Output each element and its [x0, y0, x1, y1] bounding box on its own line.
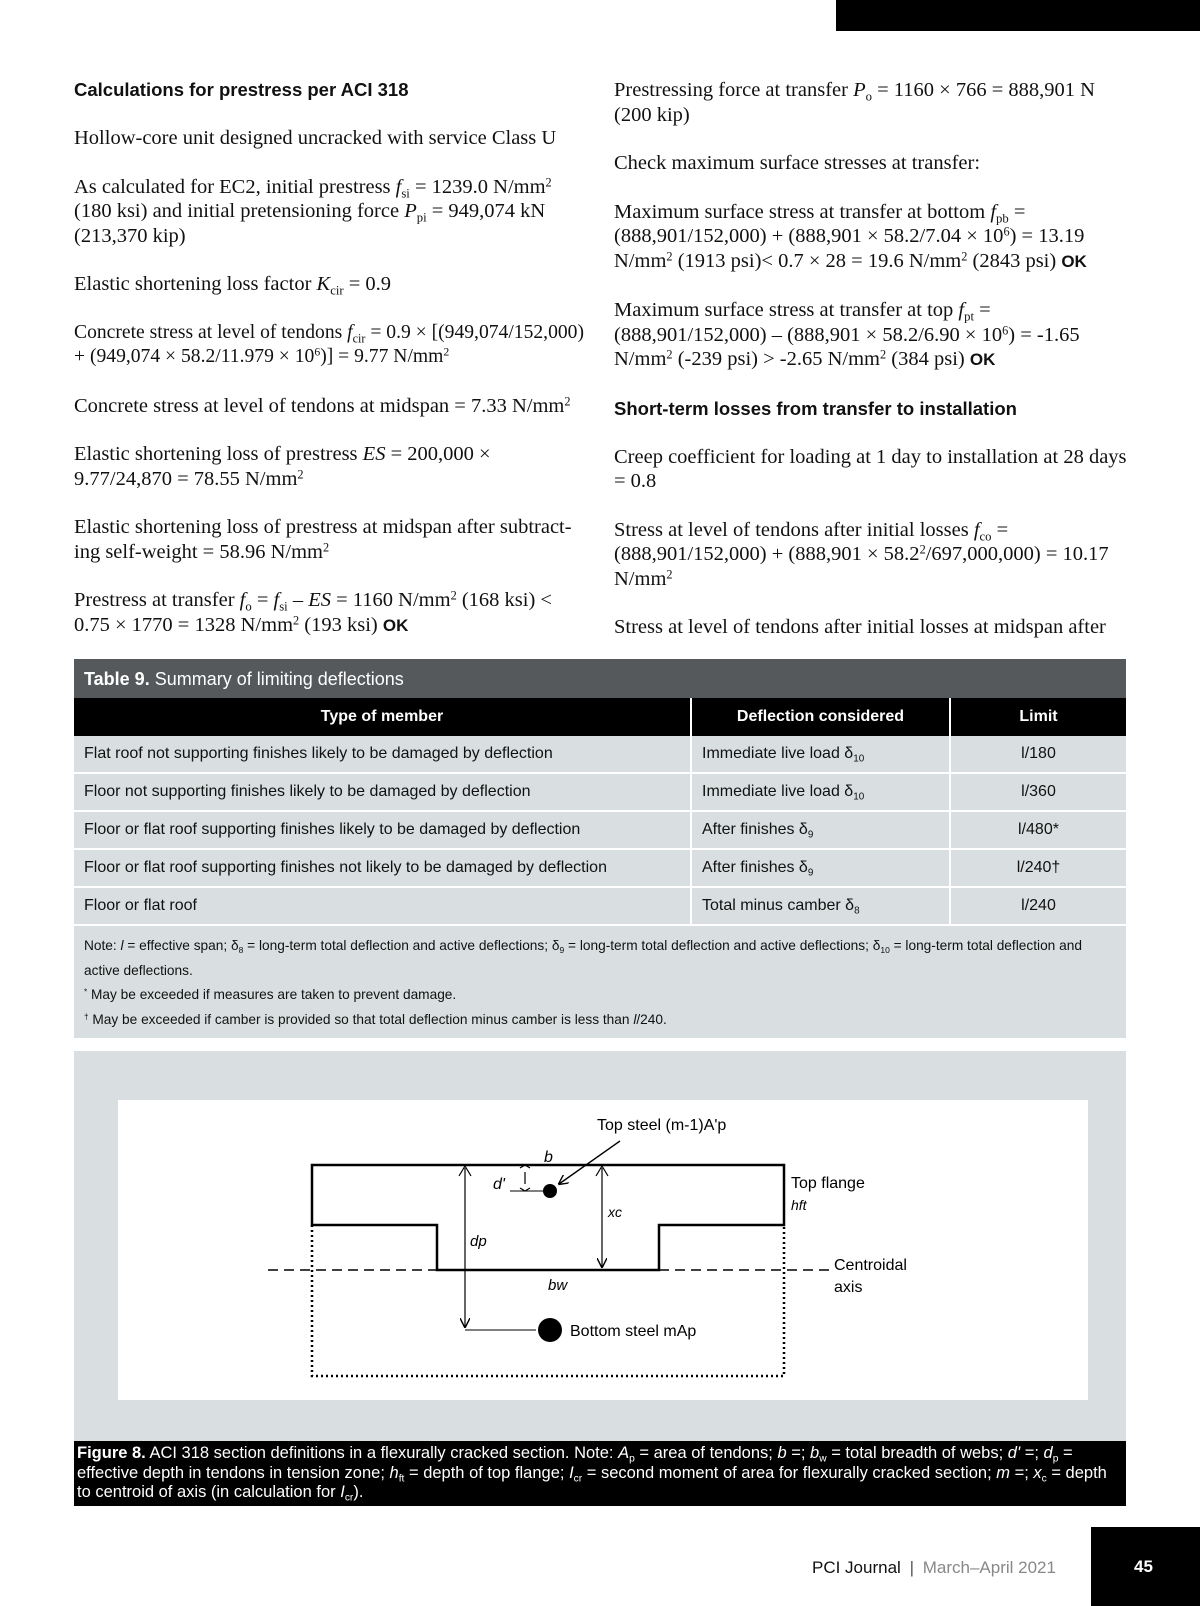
table-row	[74, 736, 1126, 773]
table-row	[74, 887, 1126, 925]
table-footnote: † May be exceeded if camber is provided so that total deflection minus camber is less than l/240.	[84, 1011, 667, 1027]
table-notes	[74, 926, 1126, 1038]
top-flange-label: Top flange	[791, 1175, 865, 1192]
bottom-steel-dot	[538, 1318, 562, 1342]
paragraph: Creep coefficient for loading at 1 day to installation at 28 days = 0.8	[614, 445, 1127, 492]
page-number: 45	[1134, 1557, 1153, 1576]
left-column	[74, 78, 586, 662]
journal-name: PCI Journal	[812, 1558, 901, 1577]
paragraph: Prestressing force at transfer $P_o = 1160 \times 766 = 888,901$ N (200 kip)	[614, 79, 1095, 126]
paragraph: As calculated for EC2, initial prestress $f_{si} = 1239.0$ $N/mm^2$ (180 ksi) and initial pretensioning force $P_{pi} = 949,074$ kN (213,370 kip)	[74, 174, 552, 247]
table-cell: l/180	[950, 736, 1126, 773]
table-cell: Floor or flat roof	[74, 887, 691, 925]
table-cell: Floor or flat roof supporting finishes not likely to be damaged by deflection	[74, 849, 691, 887]
table-cell: After finishes $\delta_9$	[691, 849, 950, 887]
column-header: Type of member	[74, 698, 691, 736]
table-footnote: * May be exceeded if measures are taken to prevent damage.	[84, 987, 457, 1002]
paragraph: Maximum surface stress at transfer at bottom $f_{pb} = (888,901/152,000) + (888,901 \times 58.2/7.04 \times 10^6) = 13.19$ $N/mm^2$ (1913 psi)< 0.7 × 28 = 19.6 $N/mm^2$ (2843 psi) OK	[614, 200, 1087, 272]
table-note: Note: l = effective span; $\delta_8$ = long-term total deflection and active deflections; $\delta_9$ = long-term total deflection and active deflections; $\delta_{10}$ = long-term total deflection and active deflections.	[84, 938, 1082, 978]
table-cell: Floor not supporting finishes likely to be damaged by deflection	[74, 773, 691, 811]
paragraph: Concrete stress at level of tendons at midspan = 7.33 $N/mm^2$	[74, 393, 571, 417]
figure-8	[74, 1051, 1126, 1501]
table-9	[74, 659, 1126, 1038]
top-steel-label: Top steel (m-1)A'p	[597, 1117, 727, 1134]
column-header: Limit	[950, 698, 1126, 736]
axis-label: axis	[834, 1279, 863, 1296]
dp-label: dp	[470, 1233, 487, 1250]
top-steel-dot	[543, 1184, 557, 1198]
paragraph: Elastic shortening loss of prestress ES = 200,000 × 9.77/24,870 = 78.55 $N/mm^2$	[74, 443, 491, 490]
page-number-box	[1091, 1527, 1200, 1606]
table-cell: l/360	[950, 773, 1126, 811]
paragraph: Stress at level of tendons after initial losses at midspan after	[614, 616, 1106, 638]
footer-separator: |	[909, 1558, 914, 1577]
section-heading-aci318: Calculations for prestress per ACI 318	[74, 79, 409, 100]
xc-label: xc	[608, 1204, 622, 1220]
table-row	[74, 849, 1126, 887]
table-cell: l/240†	[950, 849, 1126, 887]
issue-date: March–April 2021	[922, 1558, 1056, 1577]
figure-8-caption: Figure 8. ACI 318 section definitions in a flexurally cracked section. Note: $A_p$ = area of tendons; b =; $b_w$ = total breadth of webs; d' =; $d_p$ = effective depth in tendons in tension zone; $h_{ft}$ = depth of top flange; $I_{cr}$ = second moment of area for flexurally cracked section; m =; $x_c$ = depth to centroid of axis (in calculation for $I_{cr}$).	[74, 1441, 1126, 1506]
table-cell: l/240	[950, 887, 1126, 925]
table-cell: After finishes $\delta_9$	[691, 811, 950, 849]
table-cell: l/480*	[950, 811, 1126, 849]
paragraph: Stress at level of tendons after initial losses $f_{co} = (888,901/152,000) + (888,901 \times 58.2^2/697,000,000) = 10.17$ $N/mm^2$	[614, 518, 1109, 590]
table-row	[74, 811, 1126, 849]
table-cell: Floor or flat roof supporting finishes likely to be damaged by deflection	[74, 811, 691, 849]
paragraph: Maximum surface stress at transfer at top $f_{pt} = (888,901/152,000) - (888,901 \times 58.2/6.90 \times 10^6) = -1.65$ $N/mm^2$ (-239 psi) > -2.65 $N/mm^2$ (384 psi) OK	[614, 299, 1080, 370]
table-header-row	[74, 698, 1126, 736]
bottom-steel-label: Bottom steel mAp	[570, 1323, 697, 1340]
table-cell: Immediate live load $\delta_{10}$	[691, 736, 950, 773]
table-row	[74, 773, 1126, 811]
deflection-table	[74, 698, 1126, 926]
table-title: Table 9. Summary of limiting deflections	[74, 659, 1126, 698]
header-black-bar	[836, 0, 1200, 31]
column-header: Deflection considered	[691, 698, 950, 736]
section-heading-short-term-losses: Short-term losses from transfer to installation	[614, 397, 1017, 419]
section-diagram	[118, 1100, 1088, 1400]
paragraph: Elastic shortening loss of prestress at midspan after subtract-ing self-weight = 58.96 $N/mm^2$	[74, 516, 572, 563]
paragraph: Hollow-core unit designed uncracked with service Class U	[74, 127, 557, 149]
bw-label: bw	[548, 1277, 568, 1294]
centroidal-label: Centroidal	[834, 1257, 907, 1274]
paragraph: Check maximum surface stresses at transfer:	[614, 152, 981, 174]
page-footer	[812, 1558, 1056, 1578]
table-cell: Flat roof not supporting finishes likely to be damaged by deflection	[74, 736, 691, 773]
hft-label: hft	[791, 1197, 807, 1213]
paragraph: Prestress at transfer $f_o = f_{si}$ – ES = 1160 $N/mm^2$ (168 ksi) < 0.75 × 1770 = 1328 $N/mm^2$ (193 ksi) OK	[74, 588, 552, 636]
paragraph: Concrete stress at level of tendons $f_{cir} = 0.9 \times [(949,074/152,000) + (949,074 \times 58.2/11.979 \times 10^6)] = 9.77$ $N/mm^2$	[74, 321, 584, 367]
table-cell: Total minus camber $\delta_8$	[691, 887, 950, 925]
b-label: b	[544, 1149, 553, 1166]
right-column	[614, 78, 1134, 664]
table-cell: Immediate live load $\delta_{10}$	[691, 773, 950, 811]
paragraph: Elastic shortening loss factor $K_{cir} = 0.9$	[74, 273, 392, 298]
d-prime-label: d'	[493, 1176, 505, 1193]
